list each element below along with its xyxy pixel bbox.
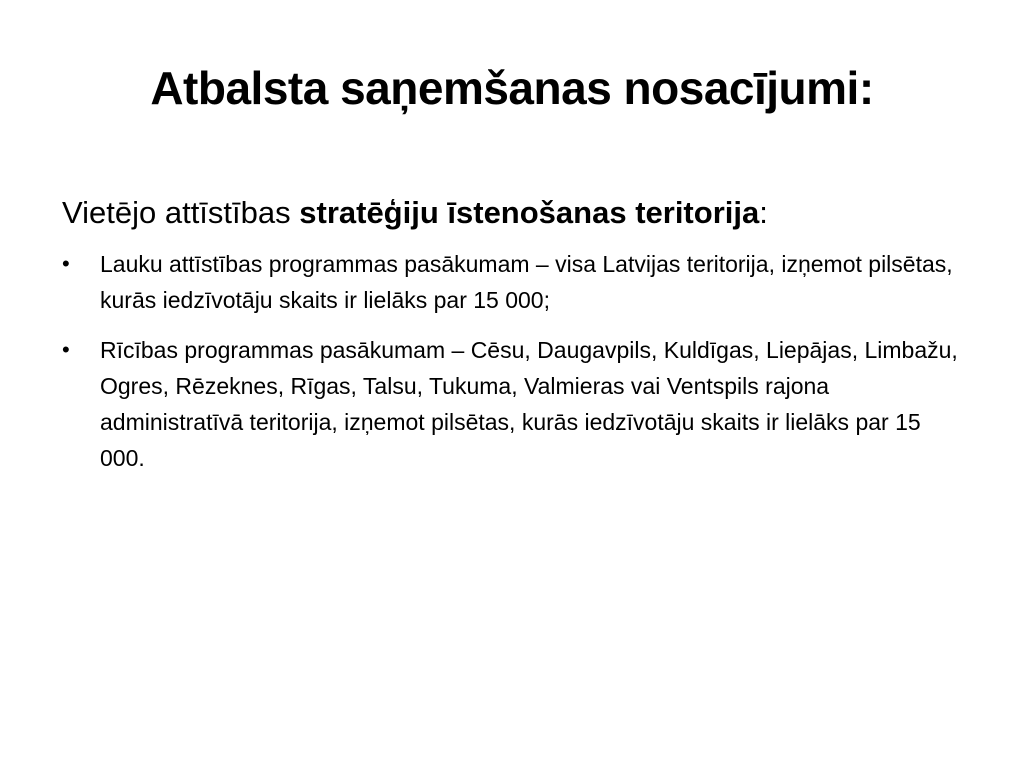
lead-bold-text: stratēģiju īstenošanas teritorija [299, 195, 760, 230]
lead-prefix: Vietējo attīstības [62, 195, 300, 230]
bullet-dot-icon: • [62, 251, 70, 276]
bullet-text: Lauku attīstības programmas pasākumam – visa Latvijas teritorija, izņemot pilsētas, kurās iedzīvotāju skaits ir lielāks par 15 000; [100, 251, 953, 313]
lead-paragraph [62, 190, 962, 236]
slide-title: Atbalsta saņemšanas nosacījumi: [150, 62, 874, 114]
bullet-text: Rīcības programmas pasākumam – Cēsu, Daugavpils, Kuldīgas, Liepājas, Limbažu, Ogres, Rēzeknes, Rīgas, Talsu, Tukuma, Valmieras vai Ventspils rajona administratīvā teritorija, izņemot pilsētas, kurās iedzīvotāju skaits ir lielāks par 15 000. [100, 337, 958, 471]
slide-content [62, 190, 962, 490]
bullet-dot-icon: • [62, 337, 70, 362]
lead-suffix: : [759, 195, 768, 230]
bullet-item [62, 332, 962, 476]
bullet-item [62, 246, 962, 318]
bullet-list [62, 246, 962, 476]
